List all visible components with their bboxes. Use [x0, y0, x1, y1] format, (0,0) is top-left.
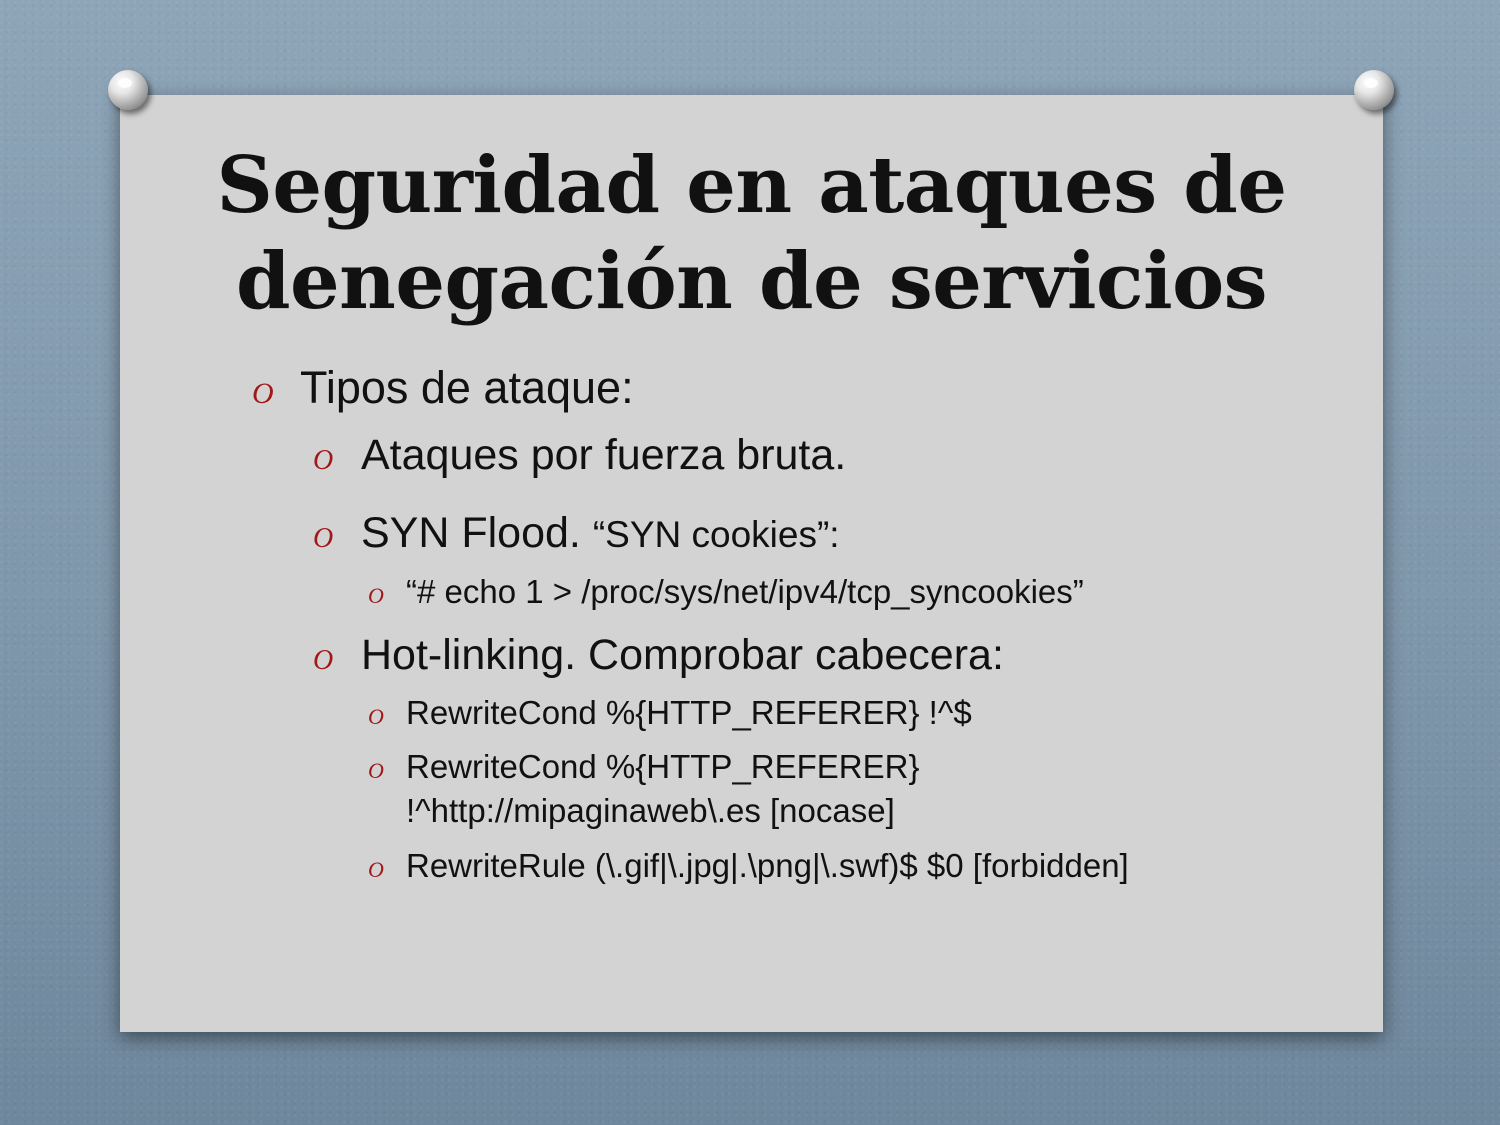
bullet-text-line-2: !^http://mipaginaweb\.es [nocase] [406, 792, 895, 829]
bullet-text: RewriteCond %{HTTP_REFERER} !^$ [406, 694, 972, 731]
bullet-text-line-1: RewriteCond %{HTTP_REFERER} [406, 748, 920, 785]
bullet-marker-icon: O [368, 857, 384, 882]
pushpin-right-icon [1354, 70, 1394, 110]
bullet-marker-icon: O [368, 704, 384, 729]
bullet-rewritecond-1 [368, 691, 972, 735]
bullet-rewriterule [368, 844, 1129, 888]
bullet-rewritecond-2 [368, 745, 920, 833]
bullet-marker-icon: O [252, 377, 274, 410]
bullet-text-part-b: “SYN cookies”: [592, 514, 840, 555]
bullet-text: “# echo 1 > /proc/sys/net/ipv4/tcp_syncookies” [406, 573, 1084, 610]
bullet-hot-linking [313, 631, 1004, 680]
bullet-text [361, 509, 840, 558]
bullet-fuerza-bruta [313, 431, 846, 480]
bullet-marker-icon: O [368, 583, 384, 608]
slide-title [120, 138, 1383, 330]
slide-title-line-1: Seguridad en ataques de [216, 140, 1287, 231]
bullet-marker-icon: O [313, 645, 334, 676]
bullet-syncookies-command [368, 570, 1084, 614]
slide-title-line-2: denegación de servicios [235, 236, 1268, 327]
pushpin-left-icon [108, 70, 148, 110]
bullet-text-part-a: SYN Flood. [361, 509, 581, 557]
bullet-text: RewriteRule (\.gif|\.jpg|.\png|\.swf)$ $0 [forbidden] [406, 847, 1129, 884]
bullet-marker-icon: O [313, 523, 334, 554]
bullet-text: Ataques por fuerza bruta. [361, 431, 847, 479]
bullet-marker-icon: O [313, 445, 334, 476]
bullet-marker-icon: O [368, 758, 384, 783]
bullet-syn-flood [313, 509, 840, 558]
bullet-text: Hot-linking. Comprobar cabecera: [361, 631, 1004, 679]
bullet-text [406, 745, 920, 833]
bullet-tipos-de-ataque [252, 362, 634, 414]
bullet-text: Tipos de ataque: [300, 362, 634, 413]
